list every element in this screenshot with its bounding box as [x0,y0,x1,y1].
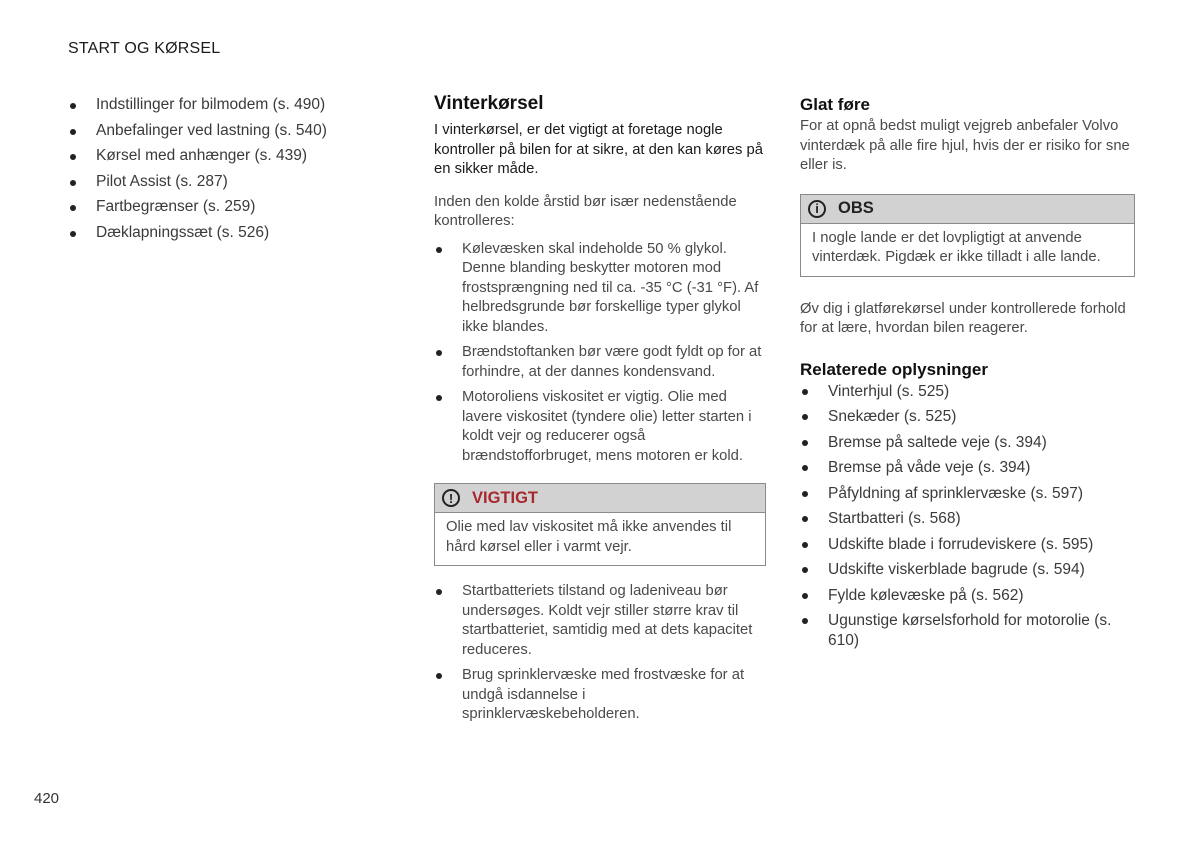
section-title: Vinterkørsel [434,93,544,114]
section-header: START OG KØRSEL [68,40,221,57]
list-item[interactable]: Udskifte viskerblade bagrude (s. 594) [800,560,1135,580]
list-item[interactable]: Dæklapningssæt (s. 526) [68,223,368,242]
list-item: Brug sprinklervæske med frostvæske for at undgå isdannelse i sprinklervæskebeholderen. [434,666,766,725]
list-item[interactable]: Bremse på våde veje (s. 394) [800,458,1135,478]
warning-text: Olie med lav viskositet må ikke anvendes til hård kørsel eller i varmt vejr. [446,519,732,555]
info-icon: i [808,200,826,218]
list-item[interactable]: Vinterhjul (s. 525) [800,382,1135,402]
winter-driving-section [434,93,766,731]
warning-label: VIGTIGT [472,488,538,507]
list-item[interactable]: Ugunstige kørselsforhold for motorolie (s. 610) [800,611,1135,650]
warning-box [434,483,766,566]
list-item: Motoroliens viskositet er vigtig. Olie med lavere viskositet (tyndere olie) letter starten i koldt vejr og reducerer også brændstofforbruget, mens motoren er kold. [434,388,766,466]
list-item[interactable]: Fartbegrænser (s. 259) [68,197,368,216]
related-list [800,382,1135,651]
related-title: Relaterede oplysninger [800,359,989,379]
list-item[interactable]: Pilot Assist (s. 287) [68,172,368,191]
list-item[interactable]: Snekæder (s. 525) [800,407,1135,427]
practice-paragraph: Øv dig i glatførekørsel under kontrollerede forhold for at lære, hvordan bilen reagerer. [800,300,1126,336]
warning-icon: ! [442,489,460,507]
checklist [434,240,766,467]
note-text: I nogle lande er det lovpligtigt at anvende vinterdæk. Pigdæk er ikke tilladt i alle lande. [812,229,1101,265]
list-item[interactable]: Indstillinger for bilmodem (s. 490) [68,95,368,114]
warning-header [435,484,765,513]
list-item: Startbatteriets tilstand og ladeniveau bør undersøges. Koldt vejr stiller større krav til startbatteriet, samtidig med at dets kapacitet reduceres. [434,582,766,660]
slippery-roads-section [800,95,1135,656]
intro-paragraph: Inden den kolde årstid bør især nedenstående kontrolleres: [434,193,737,229]
intro-paragraph: For at opnå bedst muligt vejgreb anbefaler Volvo vinterdæk på alle fire hjul, hvis der er risiko for sne eller is. [800,118,1130,173]
list-item[interactable]: Startbatteri (s. 568) [800,509,1135,529]
note-label: OBS [838,199,874,217]
page-number: 420 [34,790,60,807]
list-item[interactable]: Bremse på saltede veje (s. 394) [800,433,1135,453]
related-links-column [68,95,368,248]
list-item: Kølevæsken skal indeholde 50 % glykol. Denne blanding beskytter motoren mod frostsprængning ned til ca. -35 °C (-31 °F). Af helbredsgrunde bør forskellige typer glykol ikke blandes. [434,240,766,338]
checklist-continued [434,582,766,725]
note-header [801,195,1134,224]
list-item[interactable]: Påfyldning af sprinklervæske (s. 597) [800,484,1135,504]
link-list [68,95,368,242]
list-item[interactable]: Udskifte blade i forrudeviskere (s. 595) [800,535,1135,555]
note-box [800,194,1135,277]
list-item[interactable]: Kørsel med anhænger (s. 439) [68,146,368,165]
subsection-title: Glat føre [800,95,870,114]
list-item[interactable]: Anbefalinger ved lastning (s. 540) [68,121,368,140]
list-item: Brændstoftanken bør være godt fyldt op for at forhindre, at der dannes kondensvand. [434,343,766,382]
lead-paragraph: I vinterkørsel, er det vigtigt at foretage nogle kontroller på bilen for at sikre, at den kan køres på en sikker måde. [434,122,763,177]
list-item[interactable]: Fylde kølevæske på (s. 562) [800,586,1135,606]
